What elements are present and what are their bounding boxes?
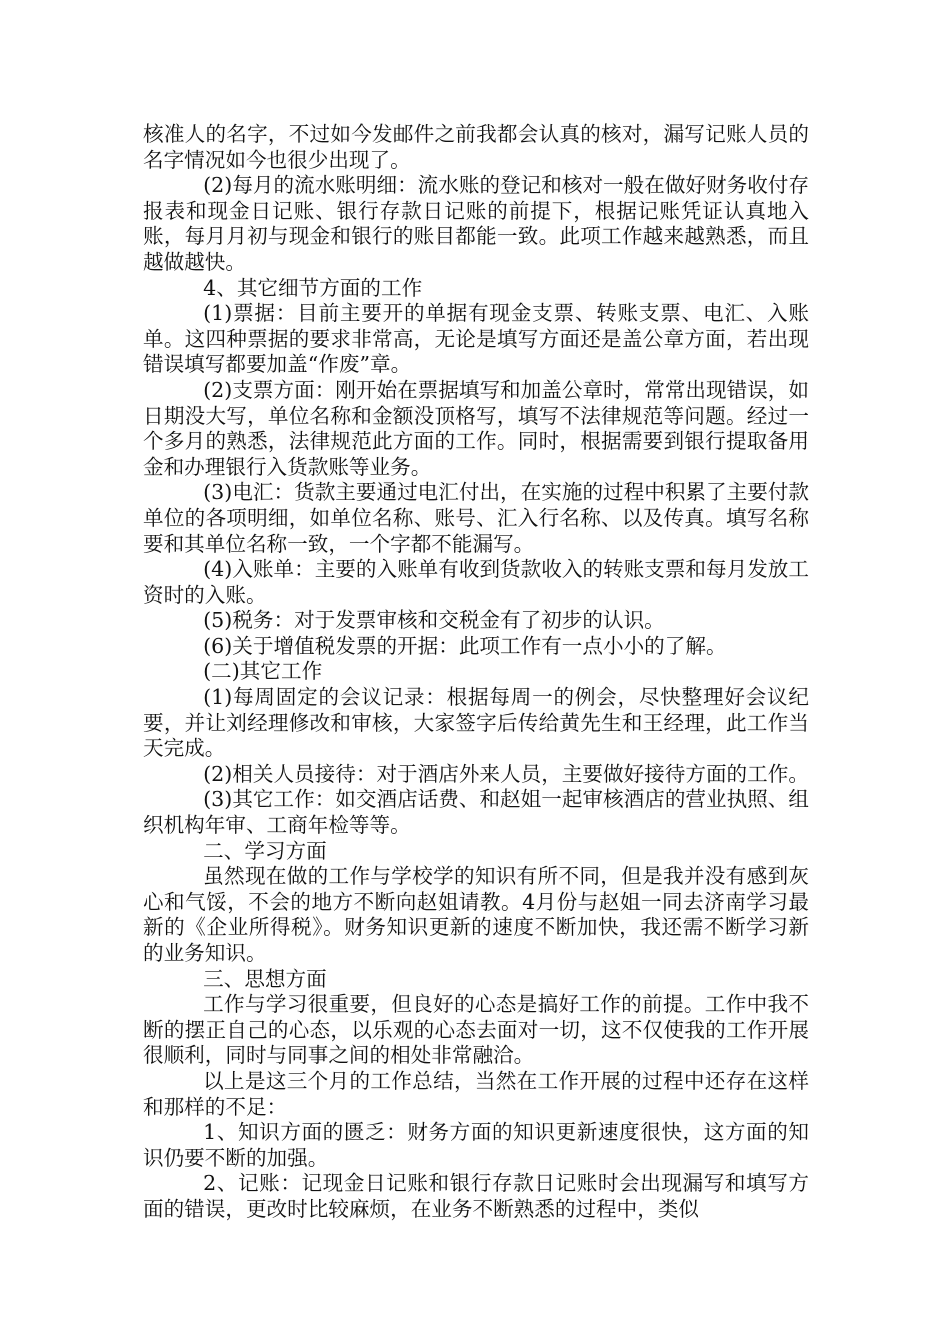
section-heading: (二)其它工作 [203,659,323,684]
paragraph: (3)电汇：货款主要通过电汇付出，在实施的过程中积累了主要付款单位的各项明细，如单位名称、账号、汇入行名称、以及传真。填写名称要和其单位名称一致，一个字都不能漏写。 [143,480,809,556]
paragraph: 工作与学习很重要，但良好的心态是搞好工作的前提。工作中我不断的摆正自己的心态，以乐观的心态去面对一切，这不仅使我的工作开展很顺利，同时与同事之间的相处非常融洽。 [143,992,809,1068]
paragraph: 1、知识方面的匮乏：财务方面的知识更新速度很快，这方面的知识仍要不断的加强。 [143,1120,809,1170]
paragraph: 以上是这三个月的工作总结，当然在工作开展的过程中还存在这样和那样的不足： [143,1068,809,1119]
paragraph: (1)每周固定的会议记录：根据每周一的例会，尽快整理好会议纪要，并让刘经理修改和审核，大家签字后传给黄先生和王经理，此工作当天完成。 [143,685,809,761]
paragraph: (2)相关人员接待：对于酒店外来人员，主要做好接待方面的工作。 [203,761,809,786]
paragraph: 虽然现在做的工作与学校学的知识有所不同，但是我并没有感到灰心和气馁，不会的地方不断向赵姐请教。4月份与赵姐一同去济南学习最新的《企业所得税》。财务知识更新的速度不断加快，我还需不断学习新的业务知识。 [143,864,809,965]
section-heading: 4、其它细节方面的工作 [203,275,423,300]
paragraph: 核准人的名字，不过如今发邮件之前我都会认真的核对，漏写记账人员的名字情况如今也很少出现了。 [143,122,809,172]
paragraph: 2、记账：记现金日记账和银行存款日记账时会出现漏写和填写方面的错误，更改时比较麻烦，在业务不断熟悉的过程中，类似 [143,1171,809,1221]
paragraph: (3)其它工作：如交酒店话费、和赵姐一起审核酒店的营业执照、组织机构年审、工商年检等等。 [143,787,809,838]
paragraph: (2)每月的流水账明细：流水账的登记和核对一般在做好财务收付存报表和现金日记账、银行存款日记账的前提下，根据记账凭证认真地入账，每月月初与现金和银行的账目都能一致。此项工作越来越熟悉，而且越做越快。 [143,173,809,274]
document-body [143,122,809,1223]
section-heading: 二、学习方面 [203,838,327,863]
paragraph: (2)支票方面：刚开始在票据填写和加盖公章时，常常出现错误，如日期没大写，单位名称和金额没顶格写，填写不法律规范等问题。经过一个多月的熟悉，法律规范此方面的工作。同时，根据需要到银行提取备用金和办理银行入货款账等业务。 [143,377,809,479]
paragraph: (5)税务：对于发票审核和交税金有了初步的认识。 [203,608,665,633]
paragraph: (1)票据：目前主要开的单据有现金支票、转账支票、电汇、入账单。这四种票据的要求非常高，无论是填写方面还是盖公章方面，若出现错误填写都要加盖“作废”章。 [143,301,809,377]
paragraph: (4)入账单：主要的入账单有收到货款收入的转账支票和每月发放工资时的入账。 [143,557,809,607]
section-heading: 三、思想方面 [203,966,327,991]
paragraph: (6)关于增值税发票的开据：此项工作有一点小小的了解。 [203,633,727,658]
